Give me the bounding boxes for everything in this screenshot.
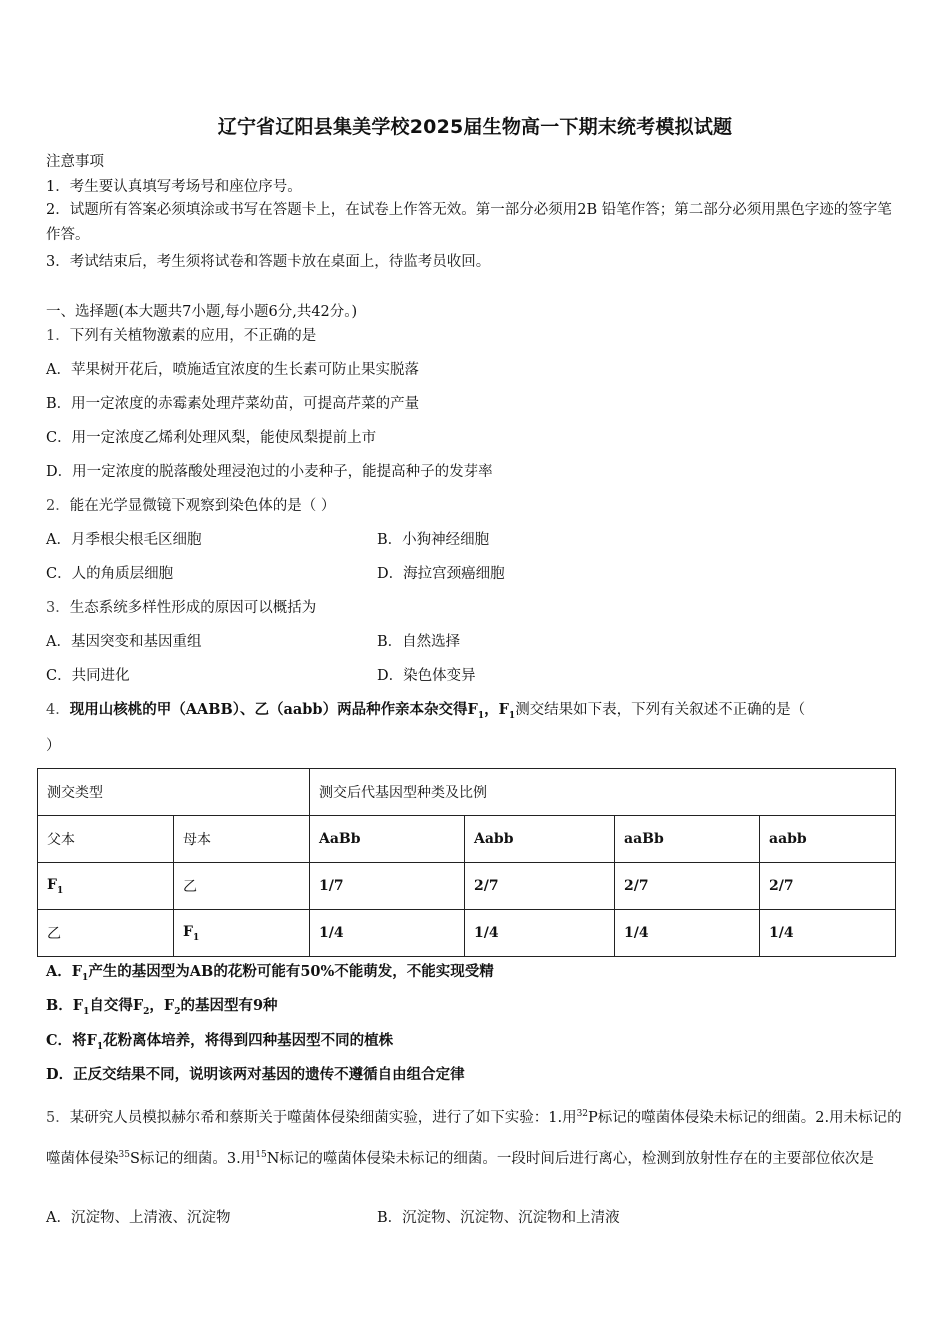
- question-number: 5．: [46, 1109, 70, 1126]
- q5-option-b: B．沉淀物、沉淀物、沉淀物和上清液: [377, 1210, 620, 1226]
- table-cell: AaBb: [310, 816, 465, 863]
- q3-option-b: B．自然选择: [377, 634, 461, 650]
- table-cell: 1/4: [760, 910, 896, 957]
- question-text: 下列有关植物激素的应用，不正确的是: [69, 328, 317, 344]
- option-text: 花粉离体培养，将得到四种基因型不同的植株: [103, 1032, 394, 1049]
- notice-item-1: 1．考生要认真填写考场号和座位序号。: [46, 179, 302, 195]
- question-text: S标记的细菌。3.用: [129, 1150, 256, 1167]
- q1-option-b: B．用一定浓度的赤霉素处理芹菜幼苗，可提高芹菜的产量: [46, 396, 420, 412]
- superscript: 35: [118, 1149, 130, 1160]
- q2-option-b: B．小狗神经细胞: [377, 532, 490, 548]
- notice-heading: 注意事项: [46, 154, 104, 170]
- table-cell: 1/4: [310, 910, 465, 957]
- subscript: 1: [82, 972, 89, 983]
- subscript: 2: [143, 1006, 150, 1017]
- subscript: 2: [174, 1006, 181, 1017]
- table-cell: [174, 910, 310, 957]
- question-number: 2．: [46, 498, 70, 514]
- superscript: 32: [576, 1109, 589, 1119]
- question-number: 1．: [46, 328, 70, 344]
- table-cell: 乙: [174, 863, 310, 910]
- q4-option-d: D．正反交结果不同，说明该两对基因的遗传不遵循自由组合定律: [46, 1066, 465, 1083]
- q3-option-a: A．基因突变和基因重组: [46, 634, 202, 650]
- q4-option-c: [46, 1031, 393, 1057]
- q1-option-c: C．用一定浓度乙烯利处理风梨，能使凤梨提前上市: [46, 430, 377, 446]
- table-cell: 1/7: [310, 863, 465, 910]
- subscript: 1: [56, 885, 64, 896]
- question-4-stem-cont: ）: [46, 738, 61, 754]
- q2-option-d: D．海拉宫颈癌细胞: [377, 566, 505, 582]
- question-text: P标记的噬菌体侵染未标记的细菌。2.用未标记的噬菌体侵染: [46, 1109, 902, 1167]
- q1-option-d: D．用一定浓度的脱落酸处理浸泡过的小麦种子，能提高种子的发芽率: [46, 464, 493, 480]
- subscript: 1: [508, 710, 516, 721]
- table-cell: 父本: [38, 816, 174, 863]
- q2-option-c: C．人的角质层细胞: [46, 566, 174, 582]
- table-cell: 1/4: [465, 910, 615, 957]
- option-text: ，F: [149, 997, 175, 1014]
- option-text: 自交得F: [89, 997, 144, 1014]
- question-3-stem: [46, 598, 316, 618]
- table-row: [38, 769, 896, 816]
- question-text: ，F: [484, 701, 509, 718]
- option-text: A．F: [46, 963, 83, 980]
- table-row: [38, 910, 896, 957]
- testcross-table: [37, 768, 896, 957]
- option-text: C．将F: [46, 1032, 97, 1049]
- question-text: 现用山核桃的甲（AABB）、乙（aabb）两品种作亲本杂交得F: [69, 701, 478, 718]
- question-1-stem: [46, 326, 316, 346]
- q2-option-a: A．月季根尖根毛区细胞: [46, 532, 202, 548]
- subscript: 1: [96, 1041, 104, 1052]
- table-cell: 2/7: [760, 863, 896, 910]
- notice-item-2: 2．试题所有答案必须填涂或书写在答题卡上，在试卷上作答无效。第一部分必须用2B 铅笔作答；第二部分必须用黑色字迹的签字笔作答。: [46, 202, 892, 243]
- subscript: 1: [192, 932, 200, 943]
- q5-option-a: A．沉淀物、上清液、沉淀物: [46, 1210, 231, 1226]
- question-2-stem: [46, 496, 335, 516]
- q3-option-c: C．共同进化: [46, 668, 130, 684]
- notice-item-3: 3．考试结束后，考生须将试卷和答题卡放在桌面上，待监考员收回。: [46, 254, 491, 270]
- table-row: [38, 863, 896, 910]
- question-5-stem: [46, 1096, 908, 1178]
- table-cell: 乙: [38, 910, 174, 957]
- table-header-cell: 测交后代基因型种类及比例: [310, 769, 896, 816]
- table-cell: aabb: [760, 816, 896, 863]
- subscript: 1: [477, 710, 485, 721]
- option-text: B．F: [46, 997, 84, 1014]
- table-row: [38, 816, 896, 863]
- q4-option-a: [46, 962, 494, 988]
- section-heading: 一、选择题(本大题共7小题,每小题6分,共42分。): [46, 304, 358, 320]
- question-text: 能在光学显微镜下观察到染色体的是（ ）: [69, 498, 336, 514]
- table-cell: aaBb: [615, 816, 760, 863]
- question-text: 测交结果如下表，下列有关叙述不正确的是（: [515, 702, 806, 718]
- q3-option-d: D．染色体变异: [377, 668, 476, 684]
- subscript: 1: [83, 1006, 90, 1017]
- question-text: 某研究人员模拟赫尔希和蔡斯关于噬菌体侵染细菌实验，进行了如下实验：1.用: [69, 1109, 577, 1126]
- table-header-cell: 测交类型: [38, 769, 310, 816]
- table-cell: Aabb: [465, 816, 615, 863]
- question-number: 4．: [46, 702, 70, 718]
- question-4-stem: [46, 700, 805, 726]
- table-cell: 1/4: [615, 910, 760, 957]
- option-text: 的基因型有9种: [180, 997, 278, 1014]
- option-text: 产生的基因型为AB的花粉可能有50%不能萌发，不能实现受精: [88, 963, 494, 980]
- q1-option-a: A．苹果树开花后，喷施适宜浓度的生长素可防止果实脱落: [46, 362, 419, 378]
- exam-title: 辽宁省辽阳县集美学校2025届生物高一下期末统考模拟试题: [217, 116, 733, 138]
- table-cell: [38, 863, 174, 910]
- table-cell: 2/7: [615, 863, 760, 910]
- table-cell: 母本: [174, 816, 310, 863]
- table-cell: 2/7: [465, 863, 615, 910]
- cell-text: F: [47, 876, 57, 893]
- question-text: N标记的噬菌体侵染未标记的细菌。一段时间后进行离心，检测到放射性存在的主要部位依次是: [266, 1150, 874, 1167]
- question-text: 生态系统多样性形成的原因可以概括为: [69, 600, 317, 616]
- q4-option-b: [46, 996, 278, 1022]
- superscript: 15: [255, 1149, 267, 1160]
- question-number: 3．: [46, 600, 70, 616]
- cell-text: F: [183, 923, 193, 940]
